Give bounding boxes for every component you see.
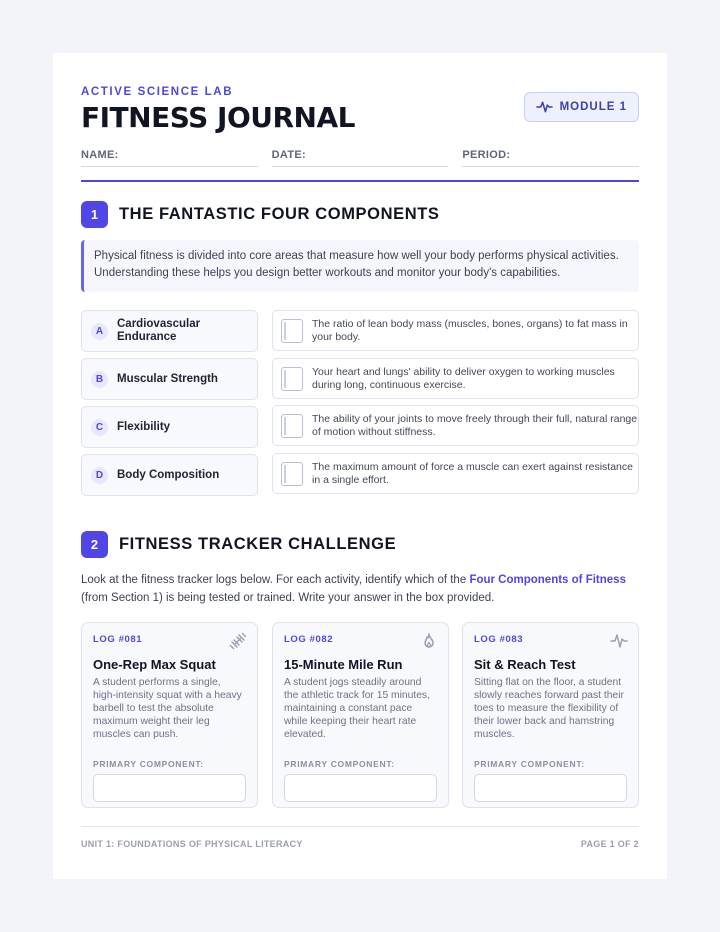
term-card-d [81, 454, 258, 496]
log-description: A student performs a single, high-intensity squat with a heavy barbell to test the absolute maximum weight their leg muscles can push. [93, 677, 242, 740]
term-letter: B [91, 371, 108, 388]
term-letter: D [91, 467, 108, 484]
worksheet-page [53, 53, 667, 879]
primary-component-input[interactable] [284, 774, 437, 802]
challenge-instructions [81, 571, 639, 607]
log-card [81, 622, 258, 808]
footer-unit: UNIT 1: FOUNDATIONS OF PHYSICAL LITERACY [81, 839, 303, 849]
primary-component-input[interactable] [93, 774, 246, 802]
definition-card [272, 405, 639, 446]
log-id: LOG #081 [93, 634, 143, 645]
definition-card [272, 453, 639, 494]
log-description: Sitting flat on the floor, a student slowly reaches forward past their toes to measure the flexibility of their lower back and hamstring muscles. [474, 677, 624, 740]
primary-component-label: PRIMARY COMPONENT: [93, 759, 204, 769]
page-title: FITNESS JOURNAL [81, 101, 355, 134]
term-letter: A [91, 323, 108, 340]
section-2-heading [81, 531, 396, 558]
footer-divider [81, 826, 639, 827]
definition-text: The ability of your joints to move freely through their full, natural range of motion without stiffness. [312, 412, 638, 438]
section-title: THE FANTASTIC FOUR COMPONENTS [119, 205, 440, 223]
module-badge [524, 92, 639, 122]
date-field[interactable]: DATE: [272, 149, 449, 167]
section-number: 2 [81, 531, 108, 558]
instructions-text: Look at the fitness tracker logs below. For each activity, identify which of the [81, 574, 470, 586]
term-card-a [81, 310, 258, 352]
term-letter: C [91, 419, 108, 436]
log-card [462, 622, 639, 808]
pulse-icon [536, 100, 553, 114]
definition-text: The ratio of lean body mass (muscles, bones, organs) to fat mass in your body. [312, 317, 628, 343]
log-name: Sit & Reach Test [474, 657, 576, 672]
term-name: Cardiovascular Endurance [117, 318, 201, 343]
section-number: 1 [81, 201, 108, 228]
log-id: LOG #082 [284, 634, 334, 645]
student-info-fields [81, 149, 639, 167]
log-id: LOG #083 [474, 634, 524, 645]
period-field[interactable]: PERIOD: [462, 149, 639, 167]
definition-text: The maximum amount of force a muscle can exert against resistance in a single effort. [312, 460, 633, 486]
primary-component-label: PRIMARY COMPONENT: [474, 759, 585, 769]
primary-component-input[interactable] [474, 774, 627, 802]
log-name: 15-Minute Mile Run [284, 657, 403, 672]
term-card-c [81, 406, 258, 448]
footer-page-number: PAGE 1 OF 2 [580, 839, 639, 849]
definition-card [272, 358, 639, 399]
dumbbell-icon [229, 632, 247, 650]
answer-box[interactable] [281, 367, 303, 391]
answer-box[interactable] [281, 462, 303, 486]
definition-card [272, 310, 639, 351]
term-name: Flexibility [117, 420, 171, 433]
module-label: MODULE 1 [559, 101, 627, 113]
section-1-heading [81, 201, 440, 228]
instructions-highlight: Four Components of Fitness [469, 574, 626, 586]
pulse-icon [610, 632, 628, 650]
header-divider [81, 180, 639, 182]
answer-box[interactable] [281, 414, 303, 438]
lab-eyebrow: ACTIVE SCIENCE LAB [81, 86, 234, 98]
section-title: FITNESS TRACKER CHALLENGE [119, 535, 397, 553]
log-card [272, 622, 449, 808]
instructions-text: (from Section 1) is being tested or trained. Write your answer in the box provided. [81, 592, 495, 604]
log-name: One-Rep Max Squat [93, 657, 216, 672]
primary-component-label: PRIMARY COMPONENT: [284, 759, 395, 769]
name-field[interactable]: NAME: [81, 149, 258, 167]
flame-icon [420, 632, 438, 650]
log-description: A student jogs steadily around the athletic track for 15 minutes, maintaining a constant pace while keeping their heart rate elevated. [284, 677, 430, 740]
term-name: Body Composition [117, 468, 220, 481]
answer-box[interactable] [281, 319, 303, 343]
term-name: Muscular Strength [117, 372, 218, 385]
term-card-b [81, 358, 258, 400]
definition-text: Your heart and lungs' ability to deliver oxygen to working muscles during long, continuous exercise. [312, 365, 615, 391]
section-1-intro: Physical fitness is divided into core areas that measure how well your body performs physical activities. Understanding these helps you design better workouts and monitor your body's capabilities. [81, 240, 639, 292]
